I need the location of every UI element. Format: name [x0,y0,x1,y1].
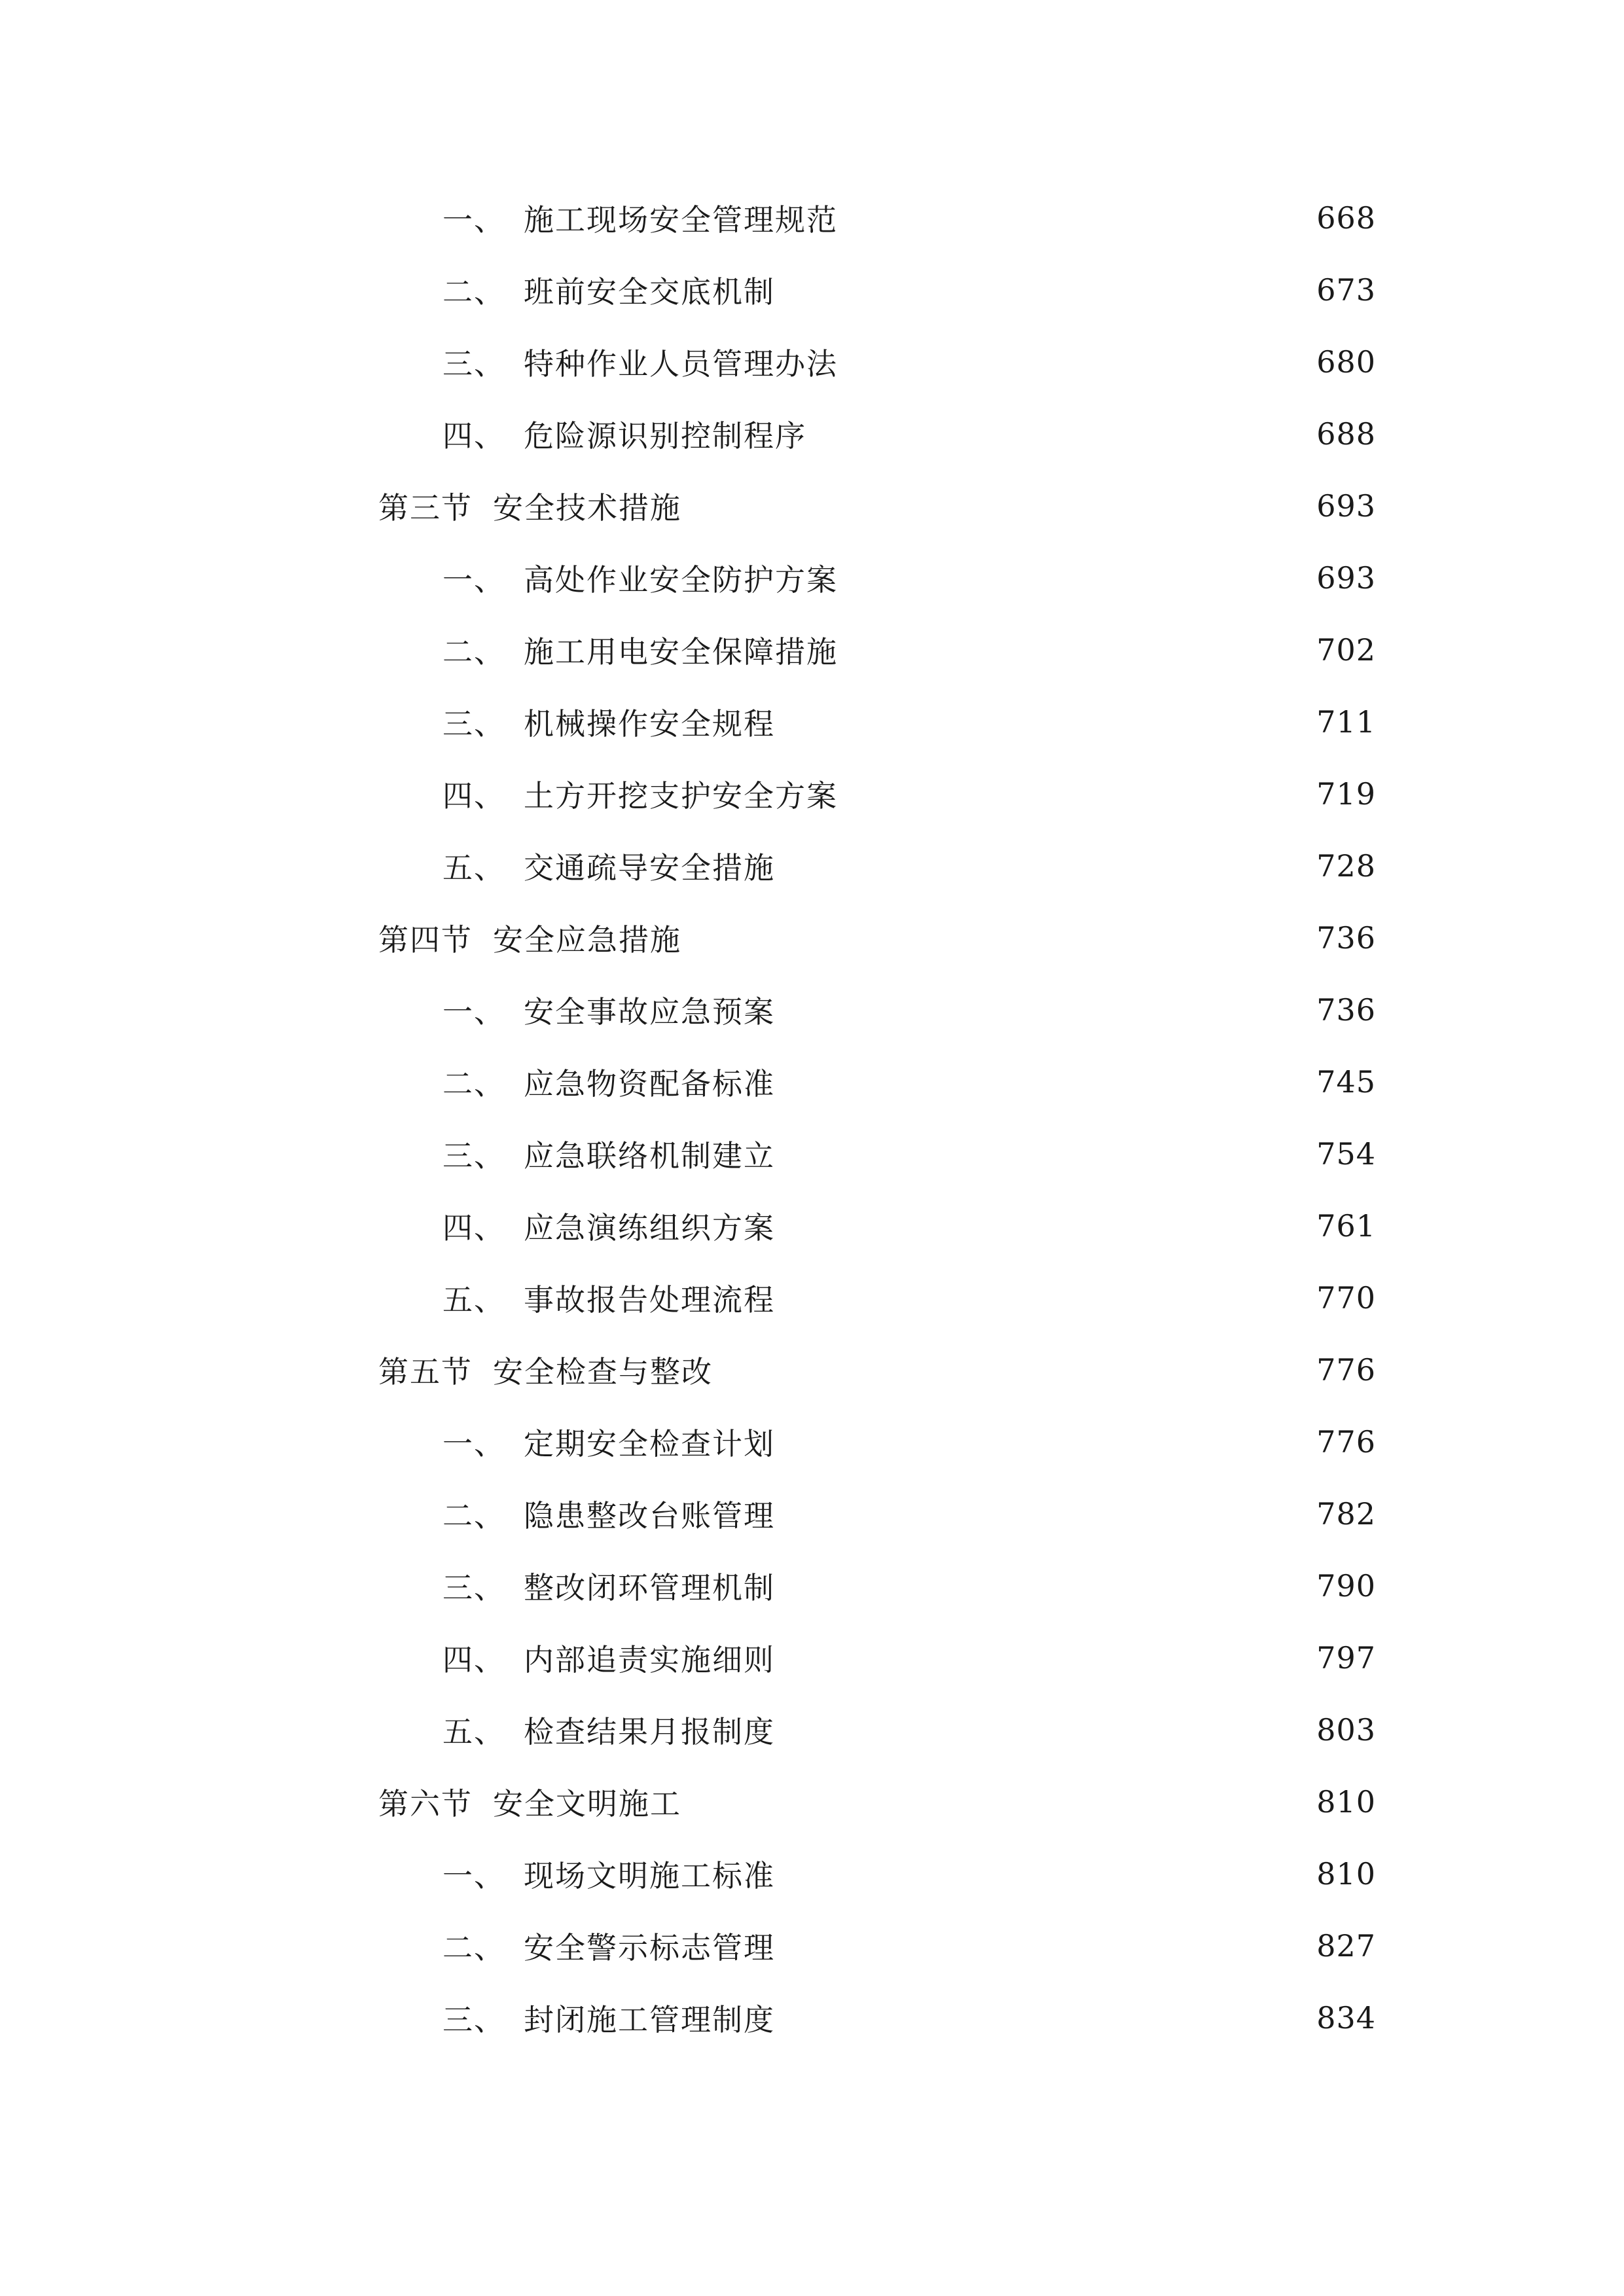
toc-entry-page: 770 [1316,1280,1376,1316]
toc-entry[interactable] [442,1556,1376,1615]
dot-leader [782,995,1307,1025]
toc-entry-title: 定期安全检查计划 [524,1426,775,1462]
toc-section-page: 810 [1316,1784,1376,1820]
toc-entry-page: 693 [1316,560,1376,596]
toc-entry-title: 班前安全交底机制 [524,274,775,310]
toc-entry-number: 四、 [442,418,505,454]
toc-entry[interactable] [442,1124,1376,1183]
toc-section-title: 安全检查与整改 [493,1354,713,1390]
dot-leader [782,1283,1307,1313]
toc-entry[interactable] [442,1196,1376,1255]
toc-entry-title: 施工现场安全管理规范 [524,202,838,238]
toc-entry-page: 797 [1316,1640,1376,1676]
toc-entry-page: 668 [1316,200,1376,236]
toc-entry-page: 736 [1316,992,1376,1028]
toc-entry-number: 一、 [442,202,505,238]
toc-entry-number: 二、 [442,634,505,670]
toc-entry[interactable] [442,1052,1376,1111]
toc-entry-page: 719 [1316,776,1376,812]
toc-section-number: 第五节 [378,1354,473,1390]
toc-section-number: 第六节 [378,1786,473,1821]
toc-entry-number: 四、 [442,1210,505,1246]
toc-entry[interactable] [442,1268,1376,1327]
toc-section-page: 736 [1316,920,1376,956]
toc-section-page: 693 [1316,488,1376,524]
toc-section-entry[interactable] [378,476,1376,535]
toc-entry-number: 一、 [442,994,505,1030]
toc-entry-page: 803 [1316,1712,1376,1748]
toc-entry-page: 782 [1316,1496,1376,1532]
toc-section-entry[interactable] [378,1772,1376,1831]
toc-entry-title: 现场文明施工标准 [524,1858,775,1893]
dot-leader [844,635,1307,665]
toc-entry-title: 特种作业人员管理办法 [524,346,838,382]
dot-leader [782,1715,1307,1745]
toc-entry-page: 688 [1316,416,1376,452]
toc-entry-page: 810 [1316,1856,1376,1892]
dot-leader [782,2003,1307,2033]
toc-entry-page: 745 [1316,1064,1376,1100]
dot-leader [844,563,1307,593]
toc-entry-title: 内部追责实施细则 [524,1642,775,1677]
toc-entry-number: 二、 [442,1498,505,1534]
toc-entry-number: 三、 [442,346,505,382]
toc-entry[interactable] [442,1916,1376,1975]
toc-section-page: 776 [1316,1352,1376,1388]
dot-leader [844,779,1307,809]
dot-leader [782,1859,1307,1889]
dot-leader [782,1499,1307,1529]
toc-entry[interactable] [442,404,1376,463]
toc-entry-title: 危险源识别控制程序 [524,418,806,454]
toc-entry-title: 交通疏导安全措施 [524,850,775,886]
dot-leader [782,1931,1307,1961]
toc-entry[interactable] [442,1484,1376,1543]
toc-entry-title: 检查结果月报制度 [524,1714,775,1749]
toc-section-title: 安全应急措施 [493,922,681,958]
toc-entry-number: 三、 [442,1138,505,1174]
toc-entry[interactable] [442,980,1376,1039]
dot-leader [782,707,1307,737]
dot-leader [782,1211,1307,1241]
toc-entry-number: 四、 [442,1642,505,1677]
toc-entry-page: 761 [1316,1208,1376,1244]
toc-section-title: 安全技术措施 [493,490,681,526]
toc-entry-number: 四、 [442,778,505,814]
toc-entry-page: 680 [1316,344,1376,380]
dot-leader [813,419,1307,449]
toc-entry[interactable] [442,1988,1376,2047]
toc-entry-number: 一、 [442,1426,505,1462]
toc-entry-number: 三、 [442,2002,505,2037]
toc-entry-number: 一、 [442,1858,505,1893]
toc-entry[interactable] [442,1844,1376,1903]
toc-entry-number: 二、 [442,1066,505,1102]
toc-entry-title: 应急联络机制建立 [524,1138,775,1174]
dot-leader [782,851,1307,881]
toc-entry-title: 机械操作安全规程 [524,706,775,742]
toc-entry-number: 五、 [442,1714,505,1749]
dot-leader [688,1787,1307,1817]
toc-entry[interactable] [442,764,1376,823]
toc-entry-title: 高处作业安全防护方案 [524,562,838,598]
toc-entry[interactable] [442,1700,1376,1759]
toc-entry-number: 一、 [442,562,505,598]
dot-leader [844,203,1307,233]
toc-entry-number: 三、 [442,1570,505,1605]
toc-entry-title: 施工用电安全保障措施 [524,634,838,670]
toc-entry[interactable] [442,1628,1376,1687]
toc-entry-title: 安全警示标志管理 [524,1930,775,1965]
toc-entry-number: 五、 [442,850,505,886]
toc-entry[interactable] [442,332,1376,391]
toc-entry-number: 五、 [442,1282,505,1318]
toc-section-number: 第四节 [378,922,473,958]
toc-entry-page: 754 [1316,1136,1376,1172]
toc-entry-page: 834 [1316,2000,1376,2036]
toc-entry[interactable] [442,1412,1376,1471]
toc-entry[interactable] [442,188,1376,247]
dot-leader [844,347,1307,377]
toc-entry-title: 隐患整改台账管理 [524,1498,775,1534]
toc-entry-number: 二、 [442,1930,505,1965]
toc-entry[interactable] [442,548,1376,607]
dot-leader [782,1571,1307,1601]
dot-leader [688,491,1307,521]
dot-leader [782,1139,1307,1169]
toc-entry-page: 673 [1316,272,1376,308]
toc-entry-page: 702 [1316,632,1376,668]
toc-entry-page: 776 [1316,1424,1376,1460]
dot-leader [782,1067,1307,1097]
toc-entry-title: 土方开挖支护安全方案 [524,778,838,814]
toc-entry-title: 事故报告处理流程 [524,1282,775,1318]
toc-entry-page: 728 [1316,848,1376,884]
toc-entry-title: 整改闭环管理机制 [524,1570,775,1605]
toc-section-title: 安全文明施工 [493,1786,681,1821]
toc-section-number: 第三节 [378,490,473,526]
toc-entry[interactable] [442,692,1376,751]
toc-entry[interactable] [442,260,1376,319]
toc-entry-title: 封闭施工管理制度 [524,2002,775,2037]
dot-leader [782,1427,1307,1457]
toc-entry-number: 二、 [442,274,505,310]
toc-entry-page: 827 [1316,1928,1376,1964]
dot-leader [688,923,1307,953]
toc-entry-title: 应急物资配备标准 [524,1066,775,1102]
dot-leader [782,275,1307,305]
toc-entry-number: 三、 [442,706,505,742]
toc-section-entry[interactable] [378,908,1376,967]
dot-leader [782,1643,1307,1673]
toc-entry[interactable] [442,836,1376,895]
toc-entry-title: 应急演练组织方案 [524,1210,775,1246]
toc-entry-page: 711 [1316,704,1376,740]
toc-section-entry[interactable] [378,1340,1376,1399]
dot-leader [719,1355,1307,1385]
toc-entry[interactable] [442,620,1376,679]
toc-entry-page: 790 [1316,1568,1376,1604]
toc-entry-title: 安全事故应急预案 [524,994,775,1030]
